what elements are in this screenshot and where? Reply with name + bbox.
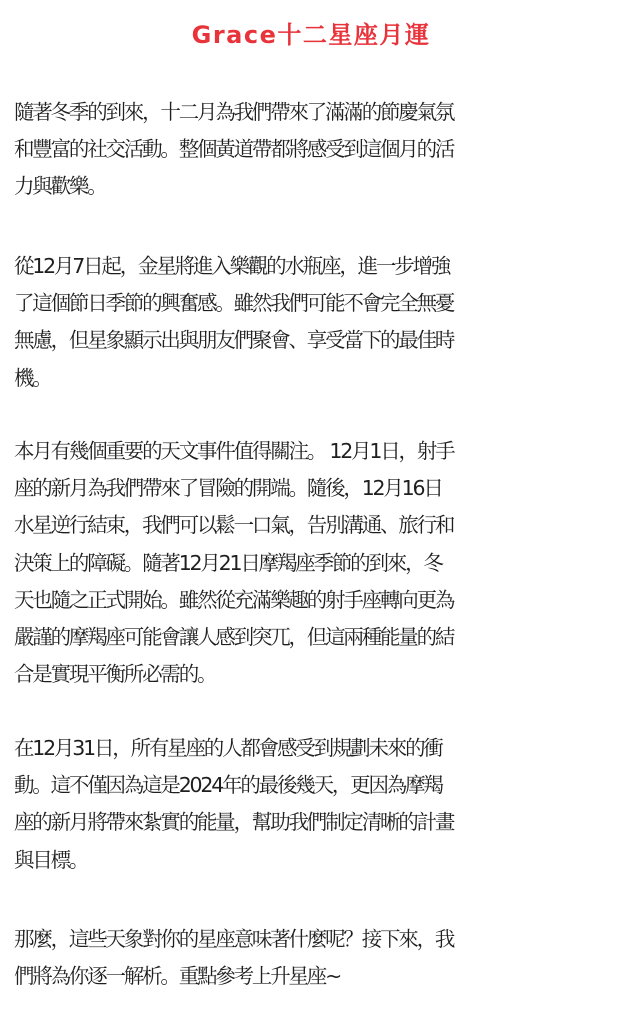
paragraph-closing [14,921,614,995]
paragraph-line: 決策上的障礙。隨著12月21日摩羯座季節的到來，冬 [14,550,442,575]
paragraph-events [14,433,614,693]
paragraph-intro [14,94,614,206]
paragraph-line: 座的新月將帶來紮實的能量，幫助我們制定清晰的計畫 [14,810,454,835]
paragraph-line: 機。 [14,365,51,390]
paragraph-line: 們將為你逐一解析。重點參考上升星座~ [14,964,341,989]
paragraph-line: 座的新月為我們帶來了冒險的開端。隨後，12月16日 [14,476,442,501]
paragraph-line: 嚴謹的摩羯座可能會讓人感到突兀，但這兩種能量的結 [14,624,454,649]
paragraph-line: 合是實現平衡所必需的。 [14,662,216,687]
paragraph-line: 隨著冬季的到來，十二月為我們帶來了滿滿的節慶氣氛 [14,100,454,124]
paragraph-line: 力與歡樂。 [14,174,106,199]
paragraph-line: 從12月7日起，金星將進入樂觀的水瓶座，進一步增強 [14,254,450,278]
paragraph-line: 在12月31日，所有星座的人都會感受到規劃未來的衝 [14,736,442,760]
paragraph-new-year [14,730,614,879]
paragraph-line: 了這個節日季節的興奮感。雖然我們可能不會完全無憂 [14,291,454,316]
paragraph-line: 與目標。 [14,847,88,872]
paragraph-line: 動。這不僅因為這是2024年的最後幾天，更因為摩羯 [14,773,442,798]
paragraph-venus [14,248,614,397]
paragraph-line: 天也隨之正式開始。雖然從充滿樂趣的射手座轉向更為 [14,587,454,612]
paragraph-line: 水星逆行結束，我們可以鬆一口氣，告別溝通、旅行和 [14,513,454,538]
paragraph-line: 和豐富的社交活動。整個黃道帶都將感受到這個月的活 [14,137,454,162]
paragraph-line: 無慮，但星象顯示出與朋友們聚會、享受當下的最佳時 [14,328,454,353]
paragraph-line: 那麼，這些天象對你的星座意味著什麼呢？接下來，我 [14,927,454,951]
paragraph-line: 本月有幾個重要的天文事件值得關注。 12月1日，射手 [14,439,454,463]
article-title: Grace十二星座月運 [191,21,431,49]
